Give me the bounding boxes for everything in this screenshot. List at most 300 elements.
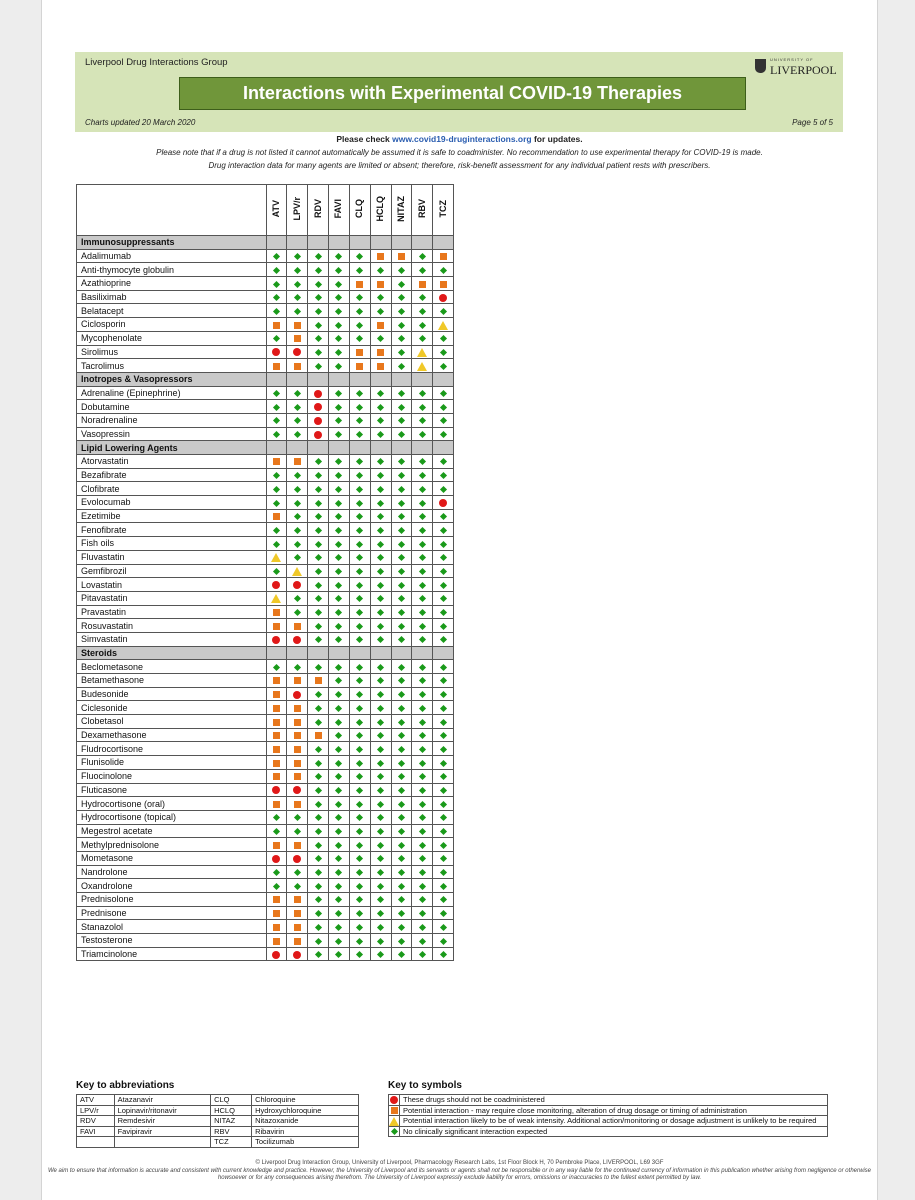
no-interaction-icon [315, 335, 322, 342]
no-interaction-icon [356, 554, 363, 561]
do-not-coadminister-icon [293, 691, 301, 699]
interaction-cell [266, 701, 287, 715]
interaction-cell [370, 728, 391, 742]
no-interaction-icon [419, 883, 426, 890]
do-not-coadminister-icon [272, 786, 280, 794]
no-interaction-icon [335, 814, 342, 821]
no-interaction-icon [356, 773, 363, 780]
interaction-cell [412, 318, 433, 332]
interaction-cell [329, 605, 350, 619]
interaction-cell [287, 496, 308, 510]
no-interaction-icon [419, 472, 426, 479]
interaction-cell [433, 318, 454, 332]
no-interaction-icon [315, 363, 322, 370]
interaction-cell [370, 824, 391, 838]
interaction-cell [266, 468, 287, 482]
interaction-cell [329, 427, 350, 441]
interaction-cell [391, 496, 412, 510]
interaction-cell [370, 756, 391, 770]
abbr-code: FAVI [77, 1126, 115, 1137]
interaction-cell [329, 277, 350, 291]
interaction-cell [329, 660, 350, 674]
interaction-cell [329, 810, 350, 824]
no-interaction-icon [335, 787, 342, 794]
no-interaction-icon [294, 308, 301, 315]
interaction-cell [391, 851, 412, 865]
interaction-cell [412, 537, 433, 551]
no-interaction-icon [377, 718, 384, 725]
interaction-cell [266, 893, 287, 907]
logo-big-text: LIVERPOOL [770, 63, 837, 77]
interaction-cell [287, 455, 308, 469]
symbol-description: These drugs should not be coadministered [400, 1095, 828, 1106]
interaction-cell [308, 386, 329, 400]
interaction-cell [349, 249, 370, 263]
no-interaction-icon [335, 253, 342, 260]
interaction-cell [412, 304, 433, 318]
interaction-cell [266, 550, 287, 564]
no-interaction-icon [315, 636, 322, 643]
no-interaction-icon [335, 883, 342, 890]
category-label: Inotropes & Vasopressors [77, 372, 267, 386]
abbr-key-title: Key to abbreviations [76, 1080, 175, 1091]
no-interaction-icon [419, 527, 426, 534]
interaction-cell [412, 277, 433, 291]
no-interaction-icon [356, 568, 363, 575]
footer-disclaimer: We aim to ensure that information is accurate and consistent with current knowledge and practice. However, the University of Liverpool and its servants or agents shall not be responsible or in any way liable for the continued currency of information in this publication whether arising from negligence or otherwise howsoever or for any consequences arising therefrom. The University of Liverpool expressly exclude liability for errors, omissions or inaccuracies to the fullest extent permitted by law. [48, 1168, 871, 1181]
no-interaction-icon [398, 595, 405, 602]
interaction-cell [308, 824, 329, 838]
interaction-cell [433, 496, 454, 510]
interaction-cell [391, 413, 412, 427]
no-interaction-icon [356, 513, 363, 520]
interaction-cell [266, 455, 287, 469]
table-row [77, 632, 454, 646]
no-interaction-icon [440, 842, 447, 849]
interaction-cell [349, 304, 370, 318]
table-row [77, 277, 454, 291]
no-interaction-icon [315, 705, 322, 712]
no-interaction-icon [294, 828, 301, 835]
no-interaction-icon [440, 636, 447, 643]
table-row [77, 318, 454, 332]
interaction-cell [370, 838, 391, 852]
no-interaction-icon [398, 267, 405, 274]
interaction-cell [308, 851, 329, 865]
no-interaction-icon [356, 322, 363, 329]
interaction-cell [412, 632, 433, 646]
interaction-cell [349, 879, 370, 893]
interaction-cell [266, 728, 287, 742]
table-row [77, 605, 454, 619]
interaction-cell [433, 674, 454, 688]
drug-name: Noradrenaline [77, 413, 267, 427]
no-interaction-icon [440, 705, 447, 712]
no-interaction-icon [335, 404, 342, 411]
drug-name: Ezetimibe [77, 509, 267, 523]
potential-interaction-icon [273, 746, 280, 753]
symbols-key [388, 1094, 828, 1137]
drug-name: Bezafibrate [77, 468, 267, 482]
no-interaction-icon [356, 896, 363, 903]
no-interaction-icon [273, 472, 280, 479]
no-interaction-icon [419, 623, 426, 630]
interaction-cell [370, 482, 391, 496]
interaction-cell [287, 331, 308, 345]
no-interaction-icon [440, 760, 447, 767]
no-interaction-icon [440, 513, 447, 520]
interaction-cell [287, 523, 308, 537]
interaction-cell [412, 920, 433, 934]
interaction-cell [412, 797, 433, 811]
column-header [266, 185, 287, 236]
interaction-cell [391, 468, 412, 482]
interaction-cell [391, 455, 412, 469]
no-interaction-icon [440, 814, 447, 821]
potential-interaction-icon [294, 842, 301, 849]
interaction-cell [349, 810, 370, 824]
no-interaction-icon [335, 568, 342, 575]
potential-interaction-icon [391, 1107, 398, 1114]
no-interaction-icon [315, 554, 322, 561]
no-interaction-icon [398, 623, 405, 630]
interaction-cell [329, 304, 350, 318]
no-interaction-icon [440, 527, 447, 534]
no-interaction-icon [419, 705, 426, 712]
interaction-cell [308, 578, 329, 592]
interaction-cell [433, 482, 454, 496]
no-interaction-icon [356, 636, 363, 643]
no-interaction-icon [335, 486, 342, 493]
interaction-cell [433, 715, 454, 729]
potential-interaction-icon [294, 924, 301, 931]
interaction-cell [433, 564, 454, 578]
interaction-cell [349, 359, 370, 373]
no-interaction-icon [377, 582, 384, 589]
no-interaction-icon [377, 404, 384, 411]
interaction-cell [287, 345, 308, 359]
abbr-code: TCZ [211, 1137, 252, 1148]
interaction-cell [370, 496, 391, 510]
no-interaction-icon [294, 417, 301, 424]
no-interaction-icon [419, 760, 426, 767]
column-label: HCLQ [375, 195, 386, 222]
no-interaction-icon [356, 541, 363, 548]
potential-interaction-icon [273, 677, 280, 684]
no-interaction-icon [440, 609, 447, 616]
table-row [77, 413, 454, 427]
no-interaction-icon [294, 814, 301, 821]
interaction-cell [287, 400, 308, 414]
no-interaction-icon [356, 924, 363, 931]
interaction-cell [287, 277, 308, 291]
interaction-cell [266, 619, 287, 633]
interaction-cell [266, 318, 287, 332]
table-row [77, 865, 454, 879]
no-interaction-icon [335, 541, 342, 548]
interaction-cell [370, 578, 391, 592]
table-row [77, 345, 454, 359]
interaction-cell [433, 838, 454, 852]
no-interaction-icon [335, 527, 342, 534]
interaction-cell [370, 715, 391, 729]
column-header [308, 185, 329, 236]
no-interaction-icon [315, 760, 322, 767]
potential-interaction-icon [294, 322, 301, 329]
no-interaction-icon [419, 896, 426, 903]
weak-interaction-icon [417, 348, 427, 357]
abbr-code: ATV [77, 1095, 115, 1106]
table-row [77, 893, 454, 907]
no-interaction-icon [398, 705, 405, 712]
table-row [77, 304, 454, 318]
no-interaction-icon [356, 582, 363, 589]
no-interaction-icon [419, 253, 426, 260]
symbol-key-row [389, 1116, 828, 1127]
interaction-cell [370, 523, 391, 537]
no-interaction-icon [398, 458, 405, 465]
drug-name: Stanazolol [77, 920, 267, 934]
no-interaction-icon [419, 732, 426, 739]
interaction-cell [391, 482, 412, 496]
interaction-cell [266, 715, 287, 729]
no-interaction-icon [335, 924, 342, 931]
table-row [77, 906, 454, 920]
no-interaction-icon [315, 773, 322, 780]
interaction-cell [266, 304, 287, 318]
drug-name: Prednisolone [77, 893, 267, 907]
interaction-cell [287, 742, 308, 756]
no-interaction-icon [294, 253, 301, 260]
column-header [391, 185, 412, 236]
no-interaction-icon [377, 527, 384, 534]
interaction-cell [370, 277, 391, 291]
interaction-cell [349, 920, 370, 934]
potential-interaction-icon [273, 732, 280, 739]
interaction-cell [287, 605, 308, 619]
table-row [77, 756, 454, 770]
interaction-cell [391, 359, 412, 373]
interaction-cell [412, 468, 433, 482]
no-interaction-icon [440, 595, 447, 602]
interaction-cell [349, 851, 370, 865]
interaction-cell [287, 769, 308, 783]
do-not-coadminister-icon [314, 431, 322, 439]
drug-name: Mometasone [77, 851, 267, 865]
no-interaction-icon [419, 855, 426, 862]
table-row [77, 920, 454, 934]
interaction-cell [370, 701, 391, 715]
symbol-key-title: Key to symbols [388, 1080, 462, 1091]
do-not-coadminister-icon [272, 581, 280, 589]
interaction-cell [412, 674, 433, 688]
no-interaction-icon [398, 568, 405, 575]
interaction-cell [412, 934, 433, 948]
table-row [77, 810, 454, 824]
interaction-cell [329, 331, 350, 345]
interaction-cell [412, 605, 433, 619]
category-row [77, 441, 454, 455]
table-row [77, 400, 454, 414]
no-interaction-icon [356, 937, 363, 944]
interaction-cell [370, 345, 391, 359]
interaction-cell [349, 400, 370, 414]
interaction-cell [266, 810, 287, 824]
table-row [77, 660, 454, 674]
drug-name: Dobutamine [77, 400, 267, 414]
interaction-cell [391, 865, 412, 879]
page-number: Page 5 of 5 [792, 118, 833, 127]
interaction-cell [433, 934, 454, 948]
no-interaction-icon [377, 677, 384, 684]
no-interaction-icon [377, 691, 384, 698]
interaction-cell [266, 824, 287, 838]
interaction-cell [391, 797, 412, 811]
interaction-cell [287, 934, 308, 948]
interaction-cell [433, 591, 454, 605]
no-interaction-icon [419, 568, 426, 575]
potential-interaction-icon [377, 363, 384, 370]
no-interaction-icon [398, 787, 405, 794]
no-interaction-icon [356, 732, 363, 739]
no-interaction-icon [315, 623, 322, 630]
table-row [77, 509, 454, 523]
no-interaction-icon [315, 294, 322, 301]
updated-date: Charts updated 20 March 2020 [85, 118, 196, 127]
table-row [77, 263, 454, 277]
interaction-cell [433, 660, 454, 674]
no-interaction-icon [398, 431, 405, 438]
interaction-cell [370, 920, 391, 934]
no-interaction-icon [398, 691, 405, 698]
interaction-cell [308, 879, 329, 893]
org-name: Liverpool Drug Interactions Group [85, 57, 228, 68]
interaction-cell [391, 578, 412, 592]
interaction-cell [287, 906, 308, 920]
table-row [77, 523, 454, 537]
drug-name: Fludrocortisone [77, 742, 267, 756]
interaction-cell [266, 249, 287, 263]
interaction-cell [266, 838, 287, 852]
no-interaction-icon [273, 869, 280, 876]
interaction-cell [391, 591, 412, 605]
no-interaction-icon [315, 801, 322, 808]
interaction-cell [370, 304, 391, 318]
interaction-cell [370, 564, 391, 578]
no-interaction-icon [377, 595, 384, 602]
interaction-cell [287, 550, 308, 564]
table-row [77, 728, 454, 742]
drug-name: Anti-thymocyte globulin [77, 263, 267, 277]
website-link[interactable]: www.covid19-druginteractions.org [392, 134, 532, 144]
potential-interaction-icon [273, 458, 280, 465]
no-interaction-icon [398, 390, 405, 397]
no-interaction-icon [335, 335, 342, 342]
no-interaction-icon [398, 746, 405, 753]
no-interaction-icon [440, 486, 447, 493]
interaction-cell [266, 632, 287, 646]
interaction-cell [370, 331, 391, 345]
interaction-cell [433, 947, 454, 961]
interaction-cell [266, 290, 287, 304]
interaction-cell [329, 482, 350, 496]
interaction-cell [287, 413, 308, 427]
interaction-cell [370, 769, 391, 783]
no-interaction-icon [356, 294, 363, 301]
interaction-cell [391, 605, 412, 619]
interaction-cell [349, 331, 370, 345]
no-interaction-icon [315, 472, 322, 479]
drug-name: Atorvastatin [77, 455, 267, 469]
interaction-cell [349, 591, 370, 605]
interaction-cell [329, 674, 350, 688]
no-interaction-icon [356, 417, 363, 424]
interaction-cell [412, 824, 433, 838]
potential-interaction-icon [273, 691, 280, 698]
category-row [77, 646, 454, 660]
no-interaction-icon [398, 541, 405, 548]
table-row [77, 564, 454, 578]
no-interaction-icon [315, 458, 322, 465]
column-label: NITAZ [395, 195, 406, 222]
no-interaction-icon [335, 869, 342, 876]
drug-name: Budesonide [77, 687, 267, 701]
interaction-cell [433, 701, 454, 715]
interaction-cell [266, 578, 287, 592]
table-row [77, 482, 454, 496]
no-interaction-icon [335, 294, 342, 301]
no-interaction-icon [335, 636, 342, 643]
interaction-cell [412, 550, 433, 564]
no-interaction-icon [335, 691, 342, 698]
abbr-code: RDV [77, 1116, 115, 1127]
no-interaction-icon [419, 458, 426, 465]
table-row [77, 715, 454, 729]
no-interaction-icon [377, 705, 384, 712]
interaction-cell [433, 865, 454, 879]
interaction-cell [349, 728, 370, 742]
interaction-cell [433, 824, 454, 838]
interaction-cell [329, 769, 350, 783]
no-interaction-icon [377, 472, 384, 479]
no-interaction-icon [377, 431, 384, 438]
no-interaction-icon [419, 924, 426, 931]
abbr-meaning: Nitazoxanide [252, 1116, 359, 1127]
interaction-cell [370, 674, 391, 688]
no-interaction-icon [440, 431, 447, 438]
potential-interaction-icon [273, 910, 280, 917]
interaction-cell [391, 249, 412, 263]
potential-interaction-icon [440, 253, 447, 260]
column-header [329, 185, 350, 236]
interaction-cell [287, 756, 308, 770]
interaction-cell [412, 496, 433, 510]
interaction-cell [308, 564, 329, 578]
no-interaction-icon [398, 773, 405, 780]
no-interaction-icon [356, 760, 363, 767]
no-interaction-icon [440, 691, 447, 698]
interaction-cell [349, 564, 370, 578]
table-row [77, 769, 454, 783]
interaction-cell [329, 797, 350, 811]
interaction-cell [433, 468, 454, 482]
no-interaction-icon [335, 280, 342, 287]
no-interaction-icon [377, 568, 384, 575]
interaction-cell [370, 632, 391, 646]
no-interaction-icon [356, 951, 363, 958]
abbr-code: LPV/r [77, 1105, 115, 1116]
no-interaction-icon [419, 322, 426, 329]
